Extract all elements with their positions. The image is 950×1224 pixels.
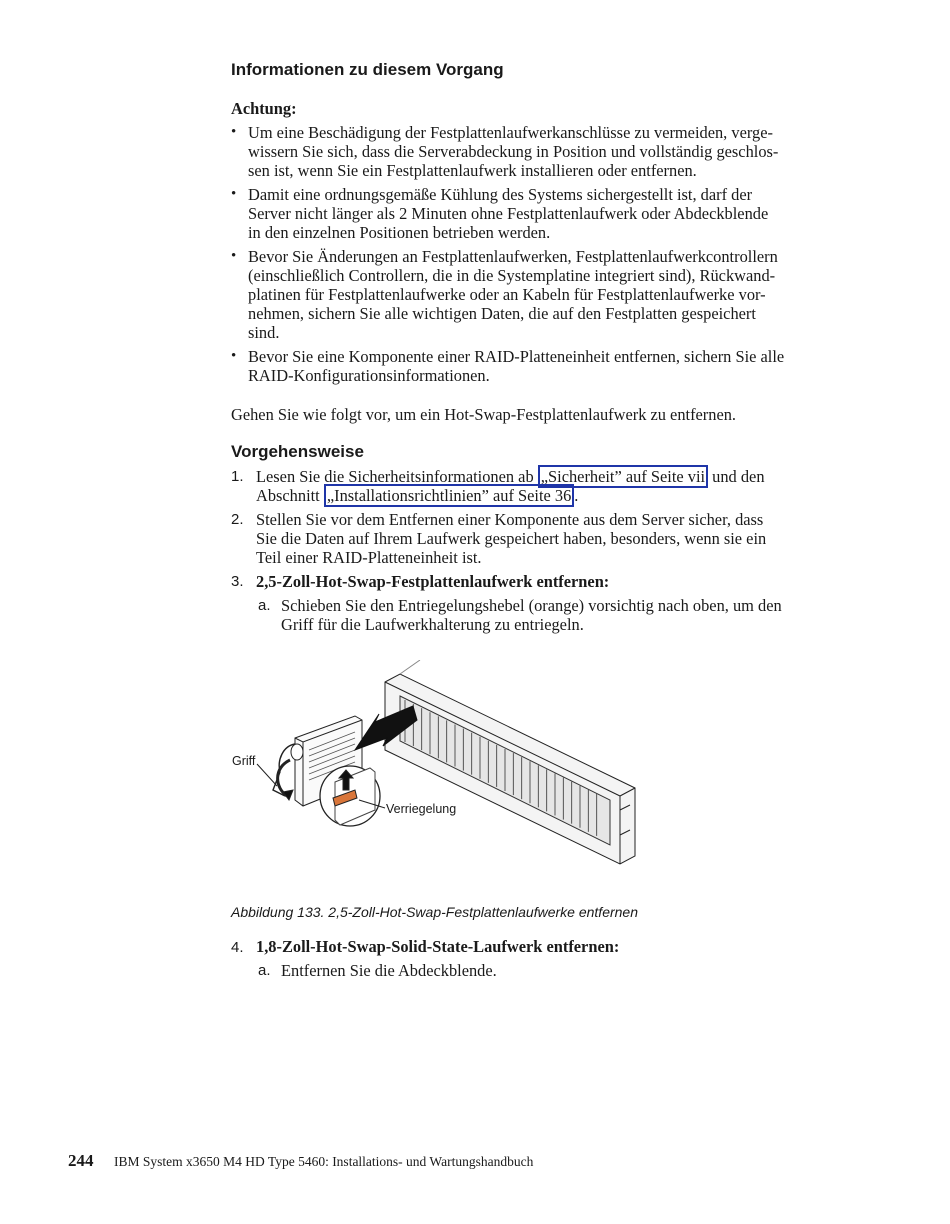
server-illustration xyxy=(225,660,645,870)
bullet-line: Server nicht länger als 2 Minuten ohne Festplattenlaufwerk oder Abdeckblende xyxy=(248,204,769,223)
footer-title: IBM System x3650 M4 HD Type 5460: Installations- und Wartungshandbuch xyxy=(114,1154,534,1169)
step-3-title: 2,5-Zoll-Hot-Swap-Festplattenlaufwerk entfernen: xyxy=(256,572,610,591)
bullet-line: nehmen, sichern Sie alle wichtigen Daten, die auf den Festplatten gespeichert xyxy=(248,304,756,323)
bullet-dot: • xyxy=(231,348,237,364)
step-1-text: und den xyxy=(708,467,765,486)
substep-letter: a. xyxy=(258,597,271,614)
bullet-line: (einschließlich Controllern, die in die Systemplatine integriert sind), Rückwand- xyxy=(248,266,776,285)
figure-hdd-removal xyxy=(225,660,645,870)
bullet-line: in den einzelnen Positionen betrieben werden. xyxy=(248,223,551,242)
procedure-title: Vorgehensweise xyxy=(231,442,364,461)
step-1-text: Abschnitt xyxy=(256,486,324,505)
step-1-text: . xyxy=(574,486,579,505)
bullet-line: Damit eine ordnungsgemäße Kühlung des Systems sichergestellt ist, darf der xyxy=(248,185,753,204)
substep-letter: a. xyxy=(258,962,271,979)
step-2-line: Teil einer RAID-Platteneinheit ist. xyxy=(256,548,482,567)
step-3a xyxy=(281,596,841,634)
intro-sentence: Gehen Sie wie folgt vor, um ein Hot-Swap-Festplattenlaufwerk zu entfernen. xyxy=(231,405,737,424)
attention-label: Achtung: xyxy=(231,99,297,118)
step-1 xyxy=(256,467,836,505)
step-3a-line: Griff für die Laufwerkhalterung zu entriegeln. xyxy=(281,615,584,634)
bullet-dot: • xyxy=(231,124,237,140)
safety-link[interactable]: „Sicherheit” auf Seite vii xyxy=(538,465,708,488)
figure-caption: Abbildung 133. 2,5-Zoll-Hot-Swap-Festplattenlaufwerke entfernen xyxy=(231,904,639,920)
step-number: 4. xyxy=(231,939,244,956)
bullet-line: wissern Sie sich, dass die Serverabdeckung in Position und vollständig geschlos- xyxy=(248,142,779,161)
step-2-line: Stellen Sie vor dem Entfernen einer Komponente aus dem Server sicher, dass xyxy=(256,510,764,529)
step-number: 1. xyxy=(231,468,244,485)
step-number: 2. xyxy=(231,511,244,528)
bullet-line: RAID-Konfigurationsinformationen. xyxy=(248,366,490,385)
latch-label: Verriegelung xyxy=(386,802,457,816)
section-title: Informationen zu diesem Vorgang xyxy=(231,60,504,79)
bullet-line: sind. xyxy=(248,323,280,342)
bullet-line: Um eine Beschädigung der Festplattenlaufwerkanschlüsse zu vermeiden, verge- xyxy=(248,123,773,142)
step-2-line: Sie die Daten auf Ihrem Laufwerk gespeichert haben, besonders, wenn sie ein xyxy=(256,529,767,548)
bullet-line: platinen für Festplattenlaufwerke oder an Kabeln für Festplattenlaufwerke vor- xyxy=(248,285,766,304)
installation-guidelines-link[interactable]: „Installationsrichtlinien” auf Seite 36 xyxy=(324,484,574,507)
bullet-line: Bevor Sie Änderungen an Festplattenlaufwerken, Festplattenlaufwerkcontrollern xyxy=(248,247,778,266)
step-4-title: 1,8-Zoll-Hot-Swap-Solid-State-Laufwerk entfernen: xyxy=(256,937,620,956)
step-2 xyxy=(256,510,836,567)
step-3a-line: Schieben Sie den Entriegelungshebel (orange) vorsichtig nach oben, um den xyxy=(281,596,782,615)
bullet-dot: • xyxy=(231,248,237,264)
bullet-line: Bevor Sie eine Komponente einer RAID-Platteneinheit entfernen, sichern Sie alle xyxy=(248,347,785,366)
page-number: 244 xyxy=(68,1151,94,1170)
step-1-text: Lesen Sie die Sicherheitsinformationen ab xyxy=(256,467,538,486)
step-number: 3. xyxy=(231,573,244,590)
bullet-line: sen ist, wenn Sie ein Festplattenlaufwerk installieren oder entfernen. xyxy=(248,161,697,180)
handle-label: Griff xyxy=(232,754,256,768)
bullet-dot: • xyxy=(231,186,237,202)
step-4a: Entfernen Sie die Abdeckblende. xyxy=(281,961,497,980)
